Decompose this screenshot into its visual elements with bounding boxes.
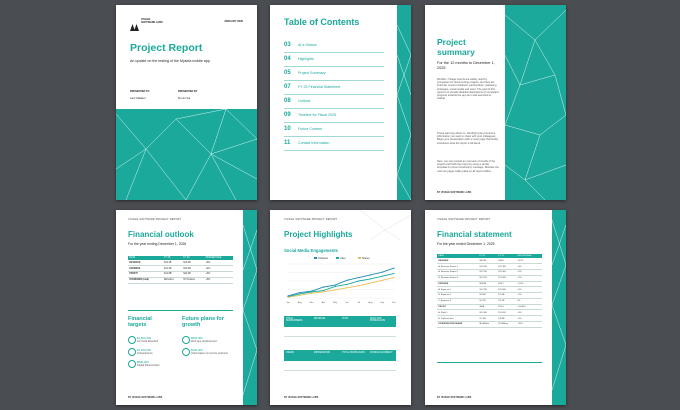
table-cell: $ 15.4B <box>497 275 516 281</box>
table-cell: +35% <box>516 321 542 327</box>
toc-label: Highlights <box>298 57 314 61</box>
table-cell: DIVIDENDS (total) <box>128 277 163 283</box>
table-cell: A. Revenue Source 2 <box>437 269 478 275</box>
data-point <box>335 284 336 285</box>
statement-table <box>437 254 542 328</box>
cover-title: Project Report <box>130 42 203 54</box>
presented-by-name: Do An Ga <box>178 96 191 100</box>
table-cell: $5.4Billion <box>478 321 497 327</box>
table-header: COST <box>342 318 349 320</box>
table-cell: +2% <box>516 275 542 281</box>
toc-number: 09 <box>284 112 291 118</box>
toc-label: Project Summary <box>298 71 326 75</box>
toc-number: 07 <box>284 84 291 90</box>
toc-label: Future Content <box>298 127 322 131</box>
x-tick-label: May <box>333 302 338 304</box>
check-circle-icon <box>128 348 136 356</box>
table-cell: $ 12.5B <box>478 287 497 293</box>
outlook-page[interactable] <box>116 210 257 405</box>
x-tick-label: Aug <box>297 302 302 304</box>
toc-page[interactable] <box>270 5 411 200</box>
table-cell: 0% <box>516 298 542 304</box>
table-header: TOTAL SUBSCRIBERS <box>286 318 303 322</box>
toc-item[interactable] <box>284 139 384 151</box>
presented-by-label: PRESENTED BY <box>178 90 198 93</box>
column-header: FY 26 <box>182 256 204 260</box>
column-header: PERCENTAGE <box>516 254 542 258</box>
table-cell: +8% <box>204 277 233 283</box>
statement-footer: BY VIVAGE SOFTWARE LABS <box>437 396 472 399</box>
toc-label: Timeline for Fiscal 2026 <box>298 113 337 117</box>
table-cell: $75.4 <box>497 304 516 310</box>
table-cell: $Dividers <box>163 277 182 283</box>
summary-title <box>437 38 475 58</box>
table-cell: B. Profit net loss <box>437 316 478 322</box>
statement-polygon-art <box>552 210 566 405</box>
table-cell: $26.7 <box>497 281 516 287</box>
data-point <box>358 285 359 286</box>
data-point <box>311 293 312 294</box>
column-header: FY 25 <box>497 254 516 258</box>
summary-title-line-2: summary <box>437 46 475 57</box>
table-cell: +4% <box>516 264 542 270</box>
data-point <box>323 291 324 292</box>
target-value: $800,000 <box>137 360 149 364</box>
data-point <box>393 267 394 268</box>
series-line <box>288 274 394 297</box>
data-point <box>335 289 336 290</box>
outlook-title: Financial outlook <box>128 230 194 239</box>
data-point <box>382 276 383 277</box>
data-point <box>299 292 300 293</box>
x-tick-label: Jun <box>345 302 349 304</box>
series-line <box>288 268 394 296</box>
table-cell: $20B <box>478 304 497 310</box>
table-cell: $48.8 <box>497 258 516 263</box>
legend-label: Likes <box>340 257 346 260</box>
table-cell: +5% <box>516 293 542 299</box>
table-cell: A. Revenue Source 1 <box>437 264 478 270</box>
table-header: REVENUE <box>314 318 326 320</box>
table-cell: $ 15.2B <box>478 264 497 270</box>
summary-body-3: Next, you can provide an overview of results of the project and finish the report by using a similar template for some introductory message. Illustrate the next two pages selling data on all report edition. <box>437 160 499 173</box>
table-cell: $ 9.4B <box>497 293 516 299</box>
series-line <box>288 278 394 298</box>
summary-title-line-1: Project <box>437 37 466 47</box>
table-header: DOWNLOAD DIRECT <box>370 352 393 354</box>
x-tick-label: Dec <box>392 302 396 304</box>
target-label: Subscriptions <box>137 352 153 355</box>
table-cell: +4% <box>516 310 542 316</box>
table-cell: $42.4B <box>478 258 497 263</box>
cover-logo-text <box>141 18 163 25</box>
table-cell: $15.2B <box>182 266 204 272</box>
cover-subtitle: An update on the testing of the Mysela mobile app <box>130 59 210 63</box>
toc-label: FY 25 Financial Statement <box>298 85 341 89</box>
toc-item[interactable] <box>284 97 384 109</box>
check-circle-icon <box>128 360 136 368</box>
table-cell: PROFIT <box>437 304 478 310</box>
x-tick-label: Apr <box>321 302 326 304</box>
table-cell: A. Profit 1 <box>437 310 478 316</box>
column-header: PERCENTAGE <box>204 256 233 260</box>
table-row <box>128 277 233 283</box>
table-cell: +2.6% <box>516 281 542 287</box>
engagement-line-chart <box>284 256 396 306</box>
cover-logo-icon <box>130 18 139 25</box>
table-cell: EXPENSE <box>128 266 163 272</box>
summary-body-1: Workfer / Vivage reports are widely used by companies for documenting projects, and they are financial, content initiatives, partnerships, marketing strategies, social media and more. The goal of this report is to provide detailed descriptions of completed progress towards the app as it was launched to market. <box>437 78 499 101</box>
table-cell: $ 3.7B <box>478 298 497 304</box>
data-point <box>370 278 371 279</box>
plan-label: Web app development <box>191 340 217 343</box>
toc-item[interactable] <box>284 83 384 95</box>
table-cell: $ 8.6B <box>478 293 497 299</box>
x-tick-label: Jul <box>357 302 361 304</box>
statement-subtitle: For the year ended December 1, 2025 <box>437 242 495 246</box>
highlights-header: VIVAGE SOFTWARE PROJECT REPORT <box>284 218 338 221</box>
table-cell: $7.4Billion <box>497 321 516 327</box>
toc-label: Outlook <box>298 99 311 103</box>
highlights-line-art <box>360 210 411 240</box>
check-circle-icon <box>182 348 190 356</box>
logo-line-2: SOFTWARE LABS <box>141 21 163 25</box>
data-point <box>323 287 324 288</box>
highlights-page[interactable] <box>270 210 411 405</box>
table-cell: $12.8B <box>163 271 182 277</box>
toc-number: 03 <box>284 42 291 48</box>
table-cell: $12.4B <box>163 266 182 272</box>
data-point <box>393 273 394 274</box>
data-point <box>335 286 336 287</box>
table-cell: +3% <box>516 316 542 322</box>
table-cell: $42.4B <box>182 271 204 277</box>
legend-swatch <box>336 257 339 259</box>
data-point <box>346 287 347 288</box>
column-header: DATA <box>437 254 478 258</box>
x-tick-label: Aug <box>368 302 373 304</box>
toc-title: Table of Contents <box>284 17 360 27</box>
cover-date: JANUARY 2026 <box>224 20 243 23</box>
table-cell: B. Revenue Source 3 <box>437 275 478 281</box>
column-header: DATA <box>128 256 163 260</box>
x-tick-label: Mar <box>309 302 314 304</box>
table-cell: +6% <box>204 271 233 277</box>
summary-footer: BY VIVAGE SOFTWARE LABS <box>437 191 472 194</box>
column-header: FY 25 <box>163 256 182 260</box>
table-cell: DIVIDENDS PER SHARE <box>437 321 478 327</box>
table-cell: +4% <box>204 266 233 272</box>
table-cell: A. Expense 1 <box>437 287 478 293</box>
highlights-footer: BY VIVAGE SOFTWARE LABS <box>284 396 319 399</box>
table-cell: $24.8B <box>478 281 497 287</box>
outlook-polygon-art <box>243 210 257 405</box>
table-cell: $ 12.5B <box>478 269 497 275</box>
data-point <box>346 280 347 281</box>
table-row <box>437 321 542 327</box>
statement-header: VIVAGE SOFTWARE PROJECT REPORT <box>437 218 491 221</box>
table-cell: REVENUE <box>437 258 478 263</box>
highlights-table-1 <box>284 316 396 346</box>
table-cell: $ 13.6B <box>497 287 516 293</box>
toc-label: At a Glance <box>298 43 317 47</box>
data-point <box>358 280 359 281</box>
toc-item[interactable] <box>284 125 384 137</box>
outlook-header: VIVAGE SOFTWARE PROJECT REPORT <box>128 218 182 221</box>
table-cell: +8% <box>204 260 233 265</box>
table-cell: $16.4B <box>182 260 204 265</box>
table-cell: $ 12.4B <box>478 310 497 316</box>
data-point <box>287 297 288 298</box>
presented-to-label: PRESENTED TO <box>130 90 150 93</box>
outlook-divider <box>128 310 233 311</box>
toc-item[interactable] <box>284 55 384 67</box>
table-cell: $ 3.7B <box>497 298 516 304</box>
table-cell: +8.1% <box>516 258 542 263</box>
table-cell: REVENUE <box>128 260 163 265</box>
table-cell: $ 14.7B <box>478 275 497 281</box>
data-point <box>358 277 359 278</box>
data-point <box>346 284 347 285</box>
table-cell: $ 17.8B <box>497 264 516 270</box>
data-point <box>370 274 371 275</box>
toc-item[interactable] <box>284 41 384 53</box>
plan-label: Optimization of current products <box>191 352 228 355</box>
table-header: IMPRESSIONS <box>314 352 330 354</box>
statement-divider <box>437 362 542 363</box>
table-cell: C. Expense 3 <box>437 298 478 304</box>
table-cell: $ 15.6B <box>497 269 516 275</box>
toc-item[interactable] <box>284 111 384 123</box>
table-cell: EXPENSE <box>437 281 478 287</box>
legend-label: Followers <box>318 257 329 260</box>
data-point <box>382 280 383 281</box>
table-header: TOTAL DOWNLOADS <box>342 352 365 354</box>
summary-page[interactable] <box>425 5 566 200</box>
highlights-title: Project Highlights <box>284 230 353 239</box>
table-cell: B. Expense 2 <box>437 293 478 299</box>
cover-page[interactable] <box>116 5 257 200</box>
table-cell: $ 14.1B <box>497 310 516 316</box>
outlook-subtitle: For the year ending December 1, 2026 <box>128 242 187 246</box>
data-point <box>299 295 300 296</box>
table-cell: PROFIT <box>128 271 163 277</box>
data-point <box>370 282 371 283</box>
table-header: DAILY APP DOWNLOADS <box>370 318 386 322</box>
data-point <box>323 290 324 291</box>
toc-label: Contact Information <box>298 141 330 145</box>
summary-polygon-art <box>505 5 566 200</box>
legend-label: Shares <box>362 257 370 260</box>
toc-polygon-art <box>397 5 411 200</box>
summary-body-2: These warming about us, identifying the prominent information you want to share with your colleagues. Begin your presentation with a cover page that briefly introduces what the report is all about. <box>437 132 499 145</box>
cover-polygon-art <box>116 109 257 200</box>
legend-swatch <box>314 257 317 259</box>
toc-number: 11 <box>284 140 291 146</box>
toc-number: 08 <box>284 98 291 104</box>
outlook-footer: BY VIVAGE SOFTWARE LABS <box>128 396 163 399</box>
toc-number: 05 <box>284 70 291 76</box>
plans-title: Future plans for growth <box>182 316 224 329</box>
data-point <box>382 272 383 273</box>
toc-item[interactable] <box>284 69 384 81</box>
table-cell: $7 Dividers <box>182 277 204 283</box>
check-circle-icon <box>182 336 190 344</box>
check-circle-icon <box>128 336 136 344</box>
outlook-table <box>128 256 233 284</box>
data-point <box>299 293 300 294</box>
target-value: $1,200,000 <box>137 348 151 352</box>
data-point <box>393 277 394 278</box>
targets-title: Financial targets <box>128 316 152 329</box>
target-label: For Goal Reached <box>137 340 159 343</box>
column-header: FY 24 <box>478 254 497 258</box>
table-cell: $ 7.6B <box>478 316 497 322</box>
toc-number: 10 <box>284 126 291 132</box>
table-header: USERS <box>286 352 294 354</box>
summary-subtitle: For the 12 months to December 1, 2025 <box>437 61 495 70</box>
statement-page[interactable] <box>425 210 566 405</box>
logo-line-1: VIVAGE <box>141 18 151 21</box>
table-cell: +6% <box>516 287 542 293</box>
presented-to-name: Lars Flaaten <box>130 96 146 100</box>
table-cell: +5% <box>516 269 542 275</box>
table-cell: $ 8.3B <box>497 316 516 322</box>
statement-title: Financial statement <box>437 230 512 239</box>
plan-value: $200,000 <box>191 348 203 352</box>
target-value: $1,500,000 <box>137 336 151 340</box>
target-label: Digital Partnerships <box>137 364 160 367</box>
plan-value: $500,000 <box>191 336 203 340</box>
data-point <box>311 291 312 292</box>
highlights-table-2 <box>284 350 396 380</box>
table-cell: $12.4B <box>163 260 182 265</box>
x-tick-label: Sep <box>380 302 385 304</box>
toc-number: 04 <box>284 56 291 62</box>
table-cell: +24.46% <box>516 304 542 310</box>
legend-swatch <box>358 257 361 259</box>
chart-title: Social Media Engagements <box>284 248 338 253</box>
x-tick-label: Jan <box>286 302 290 304</box>
